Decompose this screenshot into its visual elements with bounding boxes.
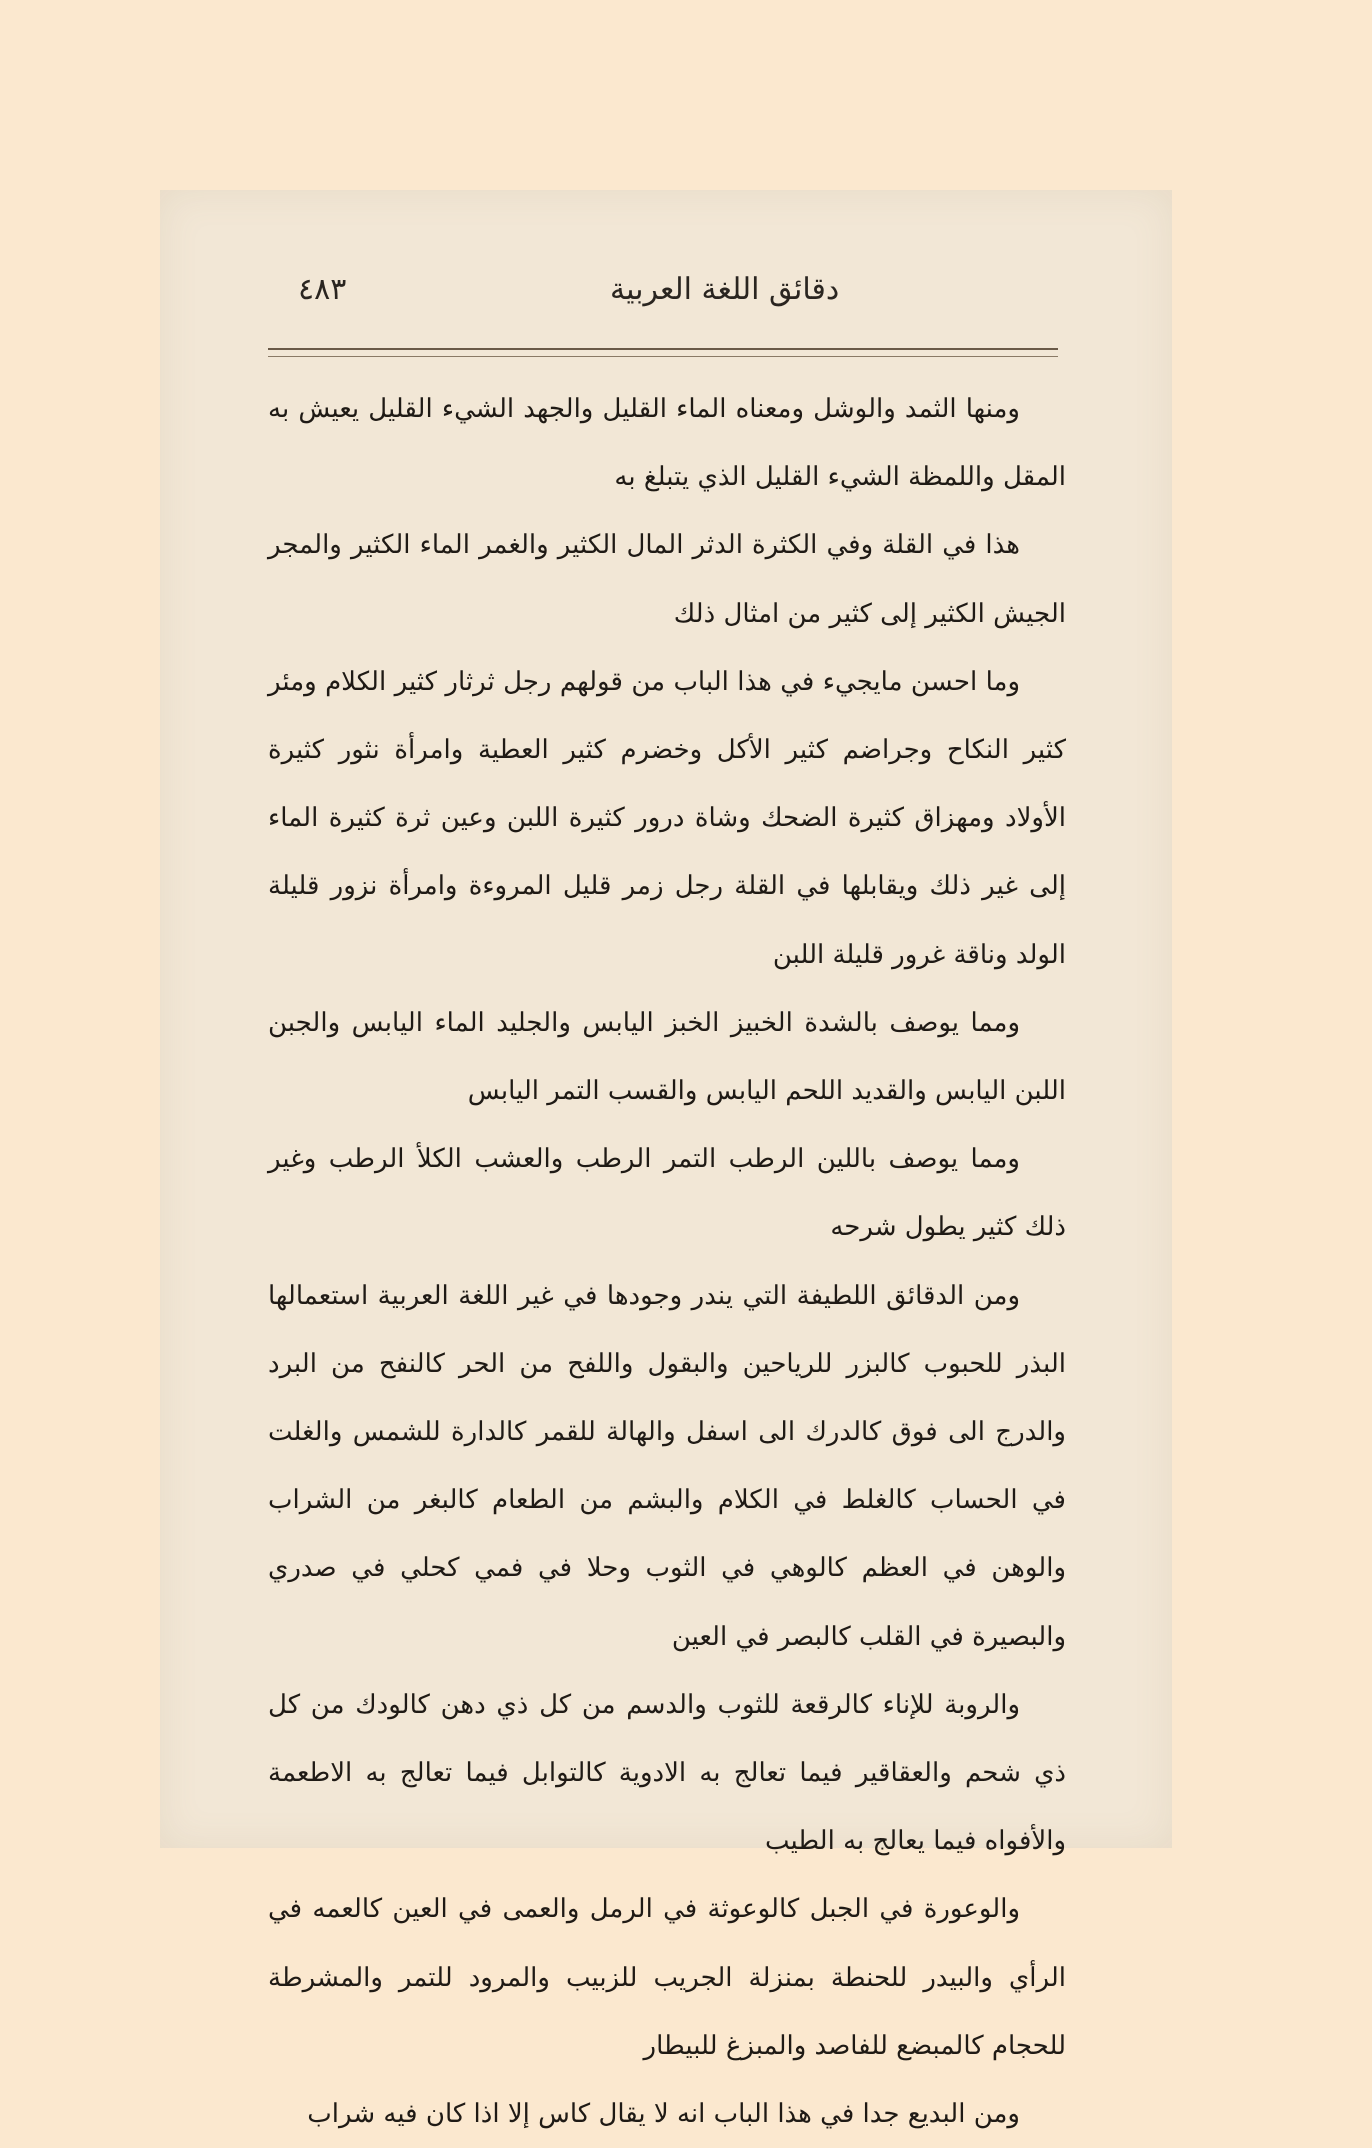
paragraph: هذا في القلة وفي الكثرة الدثر المال الكثير والغمر الماء الكثير والمجر الجيش الكثير إلى كثير من امثال ذلك bbox=[268, 530, 1066, 629]
paragraph: ومما يوصف بالشدة الخبيز الخبز اليابس والجليد الماء اليابس والجبن اللبن اليابس والقديد اللحم اليابس والقسب التمر اليابس bbox=[268, 1007, 1066, 1107]
paragraph: ومن البديع جدا في هذا الباب انه لا يقال كاس إلا اذا كان فيه شراب bbox=[307, 2099, 1020, 2130]
paragraph: ومما يوصف باللين الرطب التمر الرطب والعشب الكلأ الرطب وغير ذلك كثير يطول شرحه bbox=[268, 1144, 1066, 1243]
book-page bbox=[160, 190, 1172, 2130]
page-number: ٤٨٣ bbox=[298, 272, 347, 307]
paragraph: ومنها الثمد والوشل ومعناه الماء القليل والجهد الشيء القليل يعيش به المقل واللمظة الشيء القليل الذي يتبلغ به bbox=[268, 394, 1066, 493]
paragraph: والروبة للإناء كالرقعة للثوب والدسم من كل ذي دهن كالودك من كل ذي شحم والعقاقير فيما تعالج به الادوية كالتوابل فيما تعالج به الاطعمة والأفواه فيما يعالج به الطيب bbox=[268, 1689, 1066, 1857]
running-title: دقائق اللغة العربية bbox=[610, 272, 840, 307]
paragraph: والوعورة في الجبل كالوعوثة في الرمل والعمى في العين كالعمه في الرأي والبيدر للحنطة بمنزلة الجريب للزبيب والمرود للتمر والمشرطة للحجام كالمبضع للفاصد والمبزغ للبيطار bbox=[268, 1894, 1066, 2061]
body-text bbox=[268, 375, 1066, 2148]
paragraph: وما احسن مايجيء في هذا الباب من قولهم رجل ثرثار كثير الكلام ومئر كثير النكاح وجراضم كثير الأكل وخضرم كثير العطية وامرأة نثور كثيرة الأولاد ومهزاق كثيرة الضحك وشاة درور كثيرة اللبن وعين ثرة كثيرة الماء إلى غير ذلك ويقابلها في القلة رجل زمر قليل المروءة وامرأة نزور قليلة الولد وناقة غرور قليلة اللبن bbox=[268, 666, 1066, 970]
page-header bbox=[160, 272, 1172, 332]
paragraph: ومن الدقائق اللطيفة التي يندر وجودها في غير اللغة العربية استعمالها البذر للحبوب كالبزر للرياحين والبقول واللفح من الحر كالنفح من البرد والدرج الى فوق كالدرك الى اسفل والهالة للقمر كالدارة للشمس والغلت في الحساب كالغلط في الكلام والبشم من الطعام كالبغر من الشراب والوهن في العظم كالوهي في الثوب وحلا في فمي كحلي في صدري والبصيرة في القلب كالبصر في العين bbox=[268, 1280, 1066, 1652]
header-rule bbox=[268, 348, 1058, 357]
